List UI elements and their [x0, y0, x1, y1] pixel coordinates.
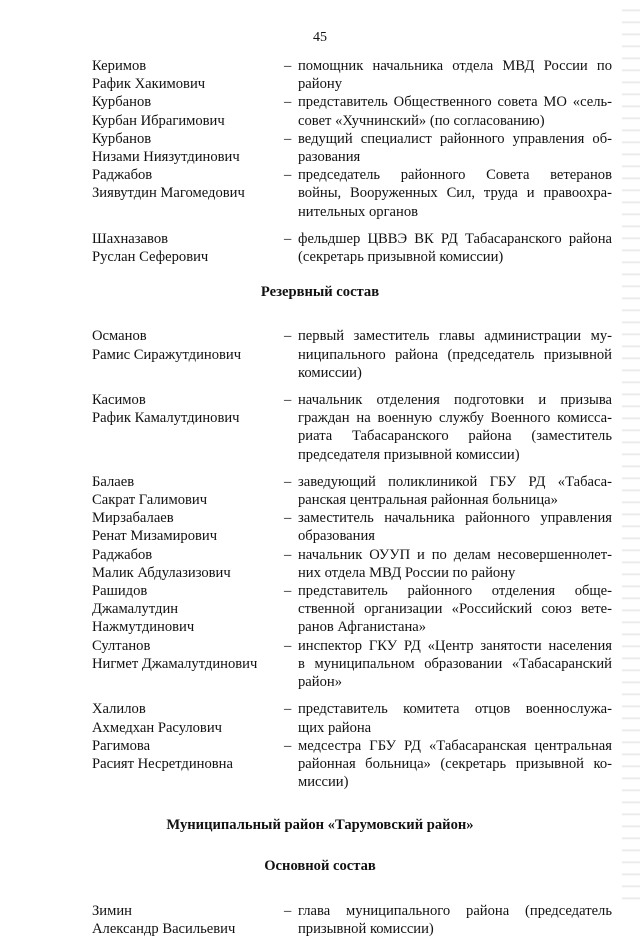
page-number: 45 — [313, 30, 327, 45]
role-line: начальник ОУУП и по делам несовершеннолет- — [298, 546, 612, 563]
member-name-line: Мирзабалаев — [92, 510, 174, 527]
member-name-line: Зиявутдин Магомедович — [92, 185, 245, 202]
member-name-line: Рафик Камалутдинович — [92, 410, 240, 427]
member-role — [284, 327, 612, 382]
member-name-line: Сакрат Галимович — [92, 492, 208, 509]
role-line: совет «Хучнинский» (по согласованию) — [298, 112, 545, 129]
role-text — [298, 230, 612, 266]
role-text — [298, 546, 612, 582]
role-line: фельдшер ЦВВЭ ВК РД Табасаранского района — [298, 230, 612, 247]
member-name-line: Руслан Сеферович — [92, 249, 209, 266]
role-text — [298, 902, 612, 938]
member-name-line: Курбанов — [92, 130, 152, 147]
role-line: ведущий специалист районного управления об- — [298, 130, 612, 147]
role-dash: – — [284, 637, 292, 654]
role-text — [298, 327, 612, 382]
member-name — [92, 327, 284, 382]
member-name — [92, 546, 284, 582]
role-dash: – — [284, 510, 292, 527]
role-line: (секретарь призывной комиссии) — [298, 249, 504, 266]
role-line: представитель Общественного совета МО «сель- — [298, 94, 612, 111]
role-dash: – — [284, 328, 292, 345]
member-name-line: Касимов — [92, 392, 146, 409]
member-entry — [92, 700, 612, 736]
member-name — [92, 637, 284, 692]
member-role — [284, 546, 612, 582]
member-name-line: Раджабов — [92, 546, 153, 563]
role-text — [298, 130, 612, 166]
member-role — [284, 93, 612, 129]
role-text — [298, 509, 612, 545]
member-entry — [92, 582, 612, 637]
member-name-line: Зимин — [92, 902, 132, 919]
role-dash: – — [284, 94, 292, 111]
member-entry — [92, 546, 612, 582]
member-entry — [92, 327, 612, 382]
member-role — [284, 391, 612, 464]
member-role — [284, 902, 612, 938]
member-name — [92, 57, 284, 93]
member-entry — [92, 130, 612, 166]
role-dash: – — [284, 167, 292, 184]
member-role — [284, 166, 612, 221]
member-name — [92, 473, 284, 509]
member-name-line: Рамис Сиражутдинович — [92, 346, 242, 363]
member-entry — [92, 637, 612, 692]
member-name-line: Джамалутдин — [92, 601, 179, 618]
role-line: начальник отделения подготовки и призыва — [298, 392, 612, 409]
member-name — [92, 737, 284, 792]
role-line: призывной комиссии) — [298, 920, 434, 937]
role-text — [298, 93, 612, 129]
role-line: медсестра ГБУ РД «Табасаранская центральная — [298, 737, 612, 754]
role-line: образования — [298, 528, 375, 545]
member-name — [92, 93, 284, 129]
role-line: инспектор ГКУ РД «Центр занятости населения — [298, 637, 612, 654]
role-line: председатель районного Совета ветеранов — [298, 167, 612, 184]
member-name-line: Керимов — [92, 58, 147, 74]
member-role — [284, 130, 612, 166]
role-dash: – — [284, 737, 292, 754]
member-name-line: Низами Ниязутдинович — [92, 149, 240, 166]
role-text — [298, 57, 612, 93]
role-line: нительных органов — [298, 203, 419, 220]
role-dash: – — [284, 58, 292, 74]
role-dash: – — [284, 130, 292, 147]
member-name-line: Малик Абдулазизович — [92, 564, 231, 581]
member-role — [284, 637, 612, 692]
member-name — [92, 582, 284, 637]
role-line: в муниципальном образовании «Табасаранский — [298, 655, 612, 672]
role-text — [298, 637, 612, 692]
member-name-line: Османов — [92, 328, 147, 345]
role-line: представитель районного отделения обще- — [298, 583, 612, 600]
role-dash: – — [284, 392, 292, 409]
role-line: ниципального района (председатель призывной — [298, 346, 612, 363]
member-name-line: Рафик Хакимович — [92, 76, 206, 93]
role-text — [298, 391, 612, 464]
member-entry — [92, 230, 612, 266]
member-entry — [92, 166, 612, 221]
member-name — [92, 391, 284, 464]
role-line: ственной организации «Российский союз вете- — [298, 601, 612, 618]
member-name-line: Курбан Ибрагимович — [92, 112, 225, 129]
role-line: щих района — [298, 719, 372, 736]
member-role — [284, 473, 612, 509]
role-text — [298, 582, 612, 637]
role-line: ранская центральная районная больница» — [298, 492, 558, 509]
member-entry — [92, 509, 612, 545]
role-dash: – — [284, 546, 292, 563]
member-name-line: Раджабов — [92, 167, 153, 184]
commission-list — [92, 57, 612, 938]
role-text — [298, 473, 612, 509]
role-line: район» — [298, 674, 342, 691]
member-name — [92, 230, 284, 266]
member-name-line: Нажмутдинович — [92, 619, 195, 636]
member-name-line: Шахназавов — [92, 230, 169, 247]
role-line: глава муниципального района (председатель — [298, 902, 612, 919]
member-name — [92, 700, 284, 736]
scan-edge-noise — [622, 0, 640, 905]
member-entry — [92, 737, 612, 792]
member-name-line: Ренат Мизамирович — [92, 528, 218, 545]
member-name-line: Рагимова — [92, 737, 151, 754]
role-line: риата Табасаранского района (заместитель — [298, 428, 612, 445]
role-line: районная больница» (секретарь призывной ко- — [298, 755, 612, 772]
member-role — [284, 509, 612, 545]
role-line: миссии) — [298, 774, 349, 791]
role-line: разования — [298, 149, 361, 166]
member-name — [92, 509, 284, 545]
member-name-line: Рашидов — [92, 583, 148, 600]
role-line: первый заместитель главы администрации му- — [298, 328, 612, 345]
section-heading: Муниципальный район «Тарумовский район» — [166, 817, 474, 834]
member-name-line: Курбанов — [92, 94, 152, 111]
role-line: ранов Афганистана» — [298, 619, 427, 636]
role-dash: – — [284, 230, 292, 247]
role-dash: – — [284, 902, 292, 919]
member-name-line: Ахмедхан Расулович — [92, 719, 222, 736]
member-entry — [92, 391, 612, 464]
role-line: заведующий поликлиникой ГБУ РД «Табаса- — [298, 473, 612, 490]
role-text — [298, 166, 612, 221]
section-heading: Основной состав — [264, 857, 376, 874]
member-name-line: Султанов — [92, 637, 151, 654]
role-dash: – — [284, 701, 292, 718]
role-line: них отдела МВД России по району — [298, 564, 516, 581]
member-name-line: Расият Несретдиновна — [92, 755, 233, 772]
role-line: комиссии) — [298, 364, 362, 381]
role-dash: – — [284, 473, 292, 490]
role-line: граждан на военную службу Военного комисса- — [298, 410, 612, 427]
member-entry — [92, 902, 612, 938]
role-line: району — [298, 76, 342, 93]
section-heading: Резервный состав — [260, 284, 380, 301]
member-name — [92, 130, 284, 166]
member-entry — [92, 57, 612, 93]
role-line: представитель комитета отцов военнослужа- — [298, 701, 612, 718]
member-name-line: Балаев — [92, 473, 135, 490]
role-text — [298, 737, 612, 792]
member-name — [92, 902, 284, 938]
member-role — [284, 700, 612, 736]
member-name-line: Халилов — [92, 701, 146, 718]
member-entry — [92, 473, 612, 509]
member-role — [284, 582, 612, 637]
member-name-line: Александр Васильевич — [92, 920, 236, 937]
role-line: войны, Вооруженных Сил, труда и правоохра- — [298, 185, 612, 202]
role-dash: – — [284, 583, 292, 600]
member-role — [284, 57, 612, 93]
member-role — [284, 737, 612, 792]
member-entry — [92, 93, 612, 129]
role-line: помощник начальника отдела МВД России по — [298, 58, 612, 74]
role-line: председателя призывной комиссии) — [298, 446, 520, 463]
member-role — [284, 230, 612, 266]
role-text — [298, 700, 612, 736]
member-name — [92, 166, 284, 221]
member-name-line: Нигмет Джамалутдинович — [92, 655, 258, 672]
role-line: заместитель начальника районного управления — [298, 510, 612, 527]
